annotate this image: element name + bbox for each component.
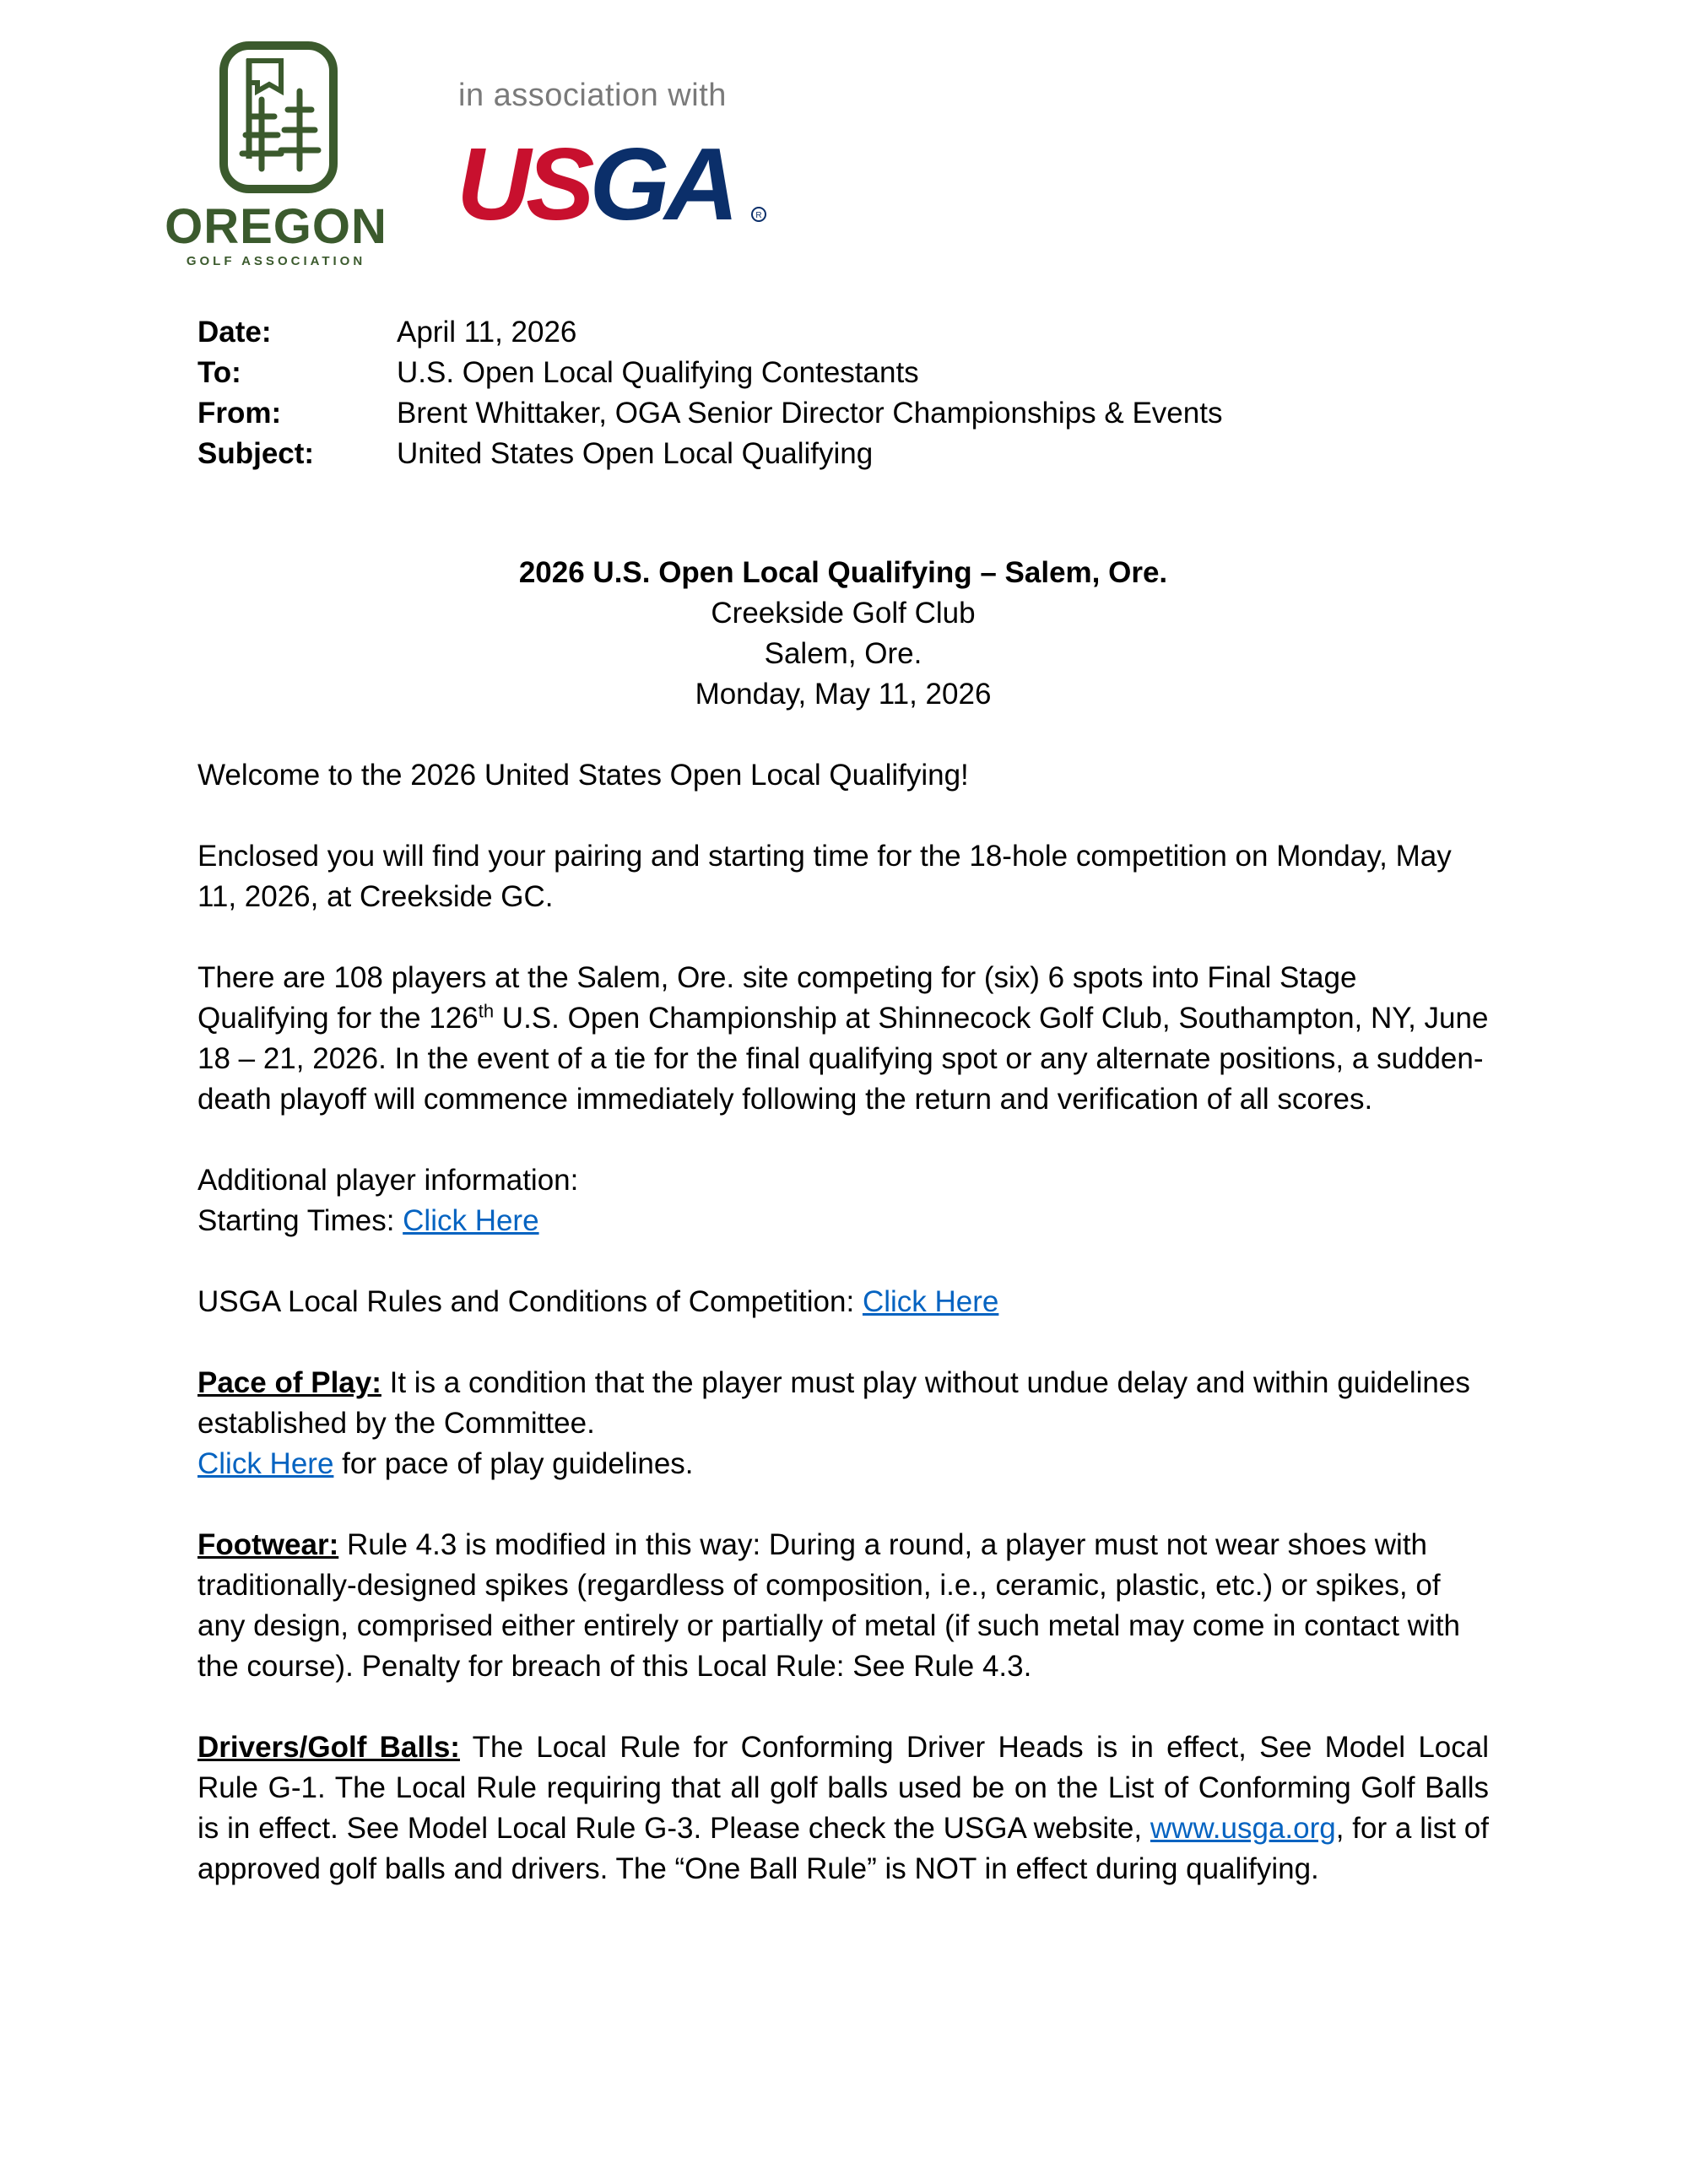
letter-body (197, 755, 1489, 1930)
drivers-text-end: , for a list of approved golf balls and drivers. The “One Ball Rule” is NOT in effect during qualifying. (197, 1812, 1489, 1885)
usga-logo-graphic (457, 135, 769, 236)
local-rules-label: USGA Local Rules and Conditions of Competition: (197, 1285, 863, 1318)
memo-subject-label: Subject: (197, 437, 315, 470)
oga-logo (165, 41, 392, 268)
svg-text:R: R (755, 211, 762, 220)
players-ordinal-suffix: th (478, 1000, 495, 1022)
pace-of-play-text: It is a condition that the player must play without undue delay and within guidelines established by the Committee. (197, 1366, 1470, 1440)
event-info (197, 553, 1489, 715)
oga-logo-subtitle: GOLF ASSOCIATION (186, 254, 366, 268)
memo-subject-value: United States Open Local Qualifying (397, 437, 874, 470)
local-rules-link[interactable]: Click Here (862, 1285, 999, 1318)
pace-of-play-link[interactable]: Click Here (197, 1447, 334, 1480)
footwear-label: Footwear: (197, 1528, 339, 1561)
drivers-paragraph (197, 1727, 1489, 1889)
memo-date-value: April 11, 2026 (397, 316, 577, 349)
additional-info-paragraph (197, 1160, 1489, 1241)
memo-date-row (197, 312, 1222, 353)
memo-date-label: Date: (197, 316, 272, 349)
pace-of-play-link-suffix: for pace of play guidelines. (333, 1447, 694, 1480)
drivers-label: Drivers/Golf Balls: (197, 1731, 460, 1764)
enclosed-paragraph: Enclosed you will find your pairing and starting time for the 18-hole competition on Monday, May 11, 2026, at Creekside GC. (197, 840, 1452, 913)
memo-to-label: To: (197, 356, 241, 389)
footwear-paragraph (197, 1525, 1489, 1687)
event-date: Monday, May 11, 2026 (695, 678, 992, 711)
local-rules-paragraph (197, 1282, 1489, 1322)
event-venue: Creekside Golf Club (711, 597, 976, 630)
usga-website-link[interactable]: www.usga.org (1150, 1812, 1336, 1845)
players-text-start: There are 108 players at the Salem, Ore. site competing for (six) 6 spots into Final Stage Qualifying for the 126 (197, 961, 1357, 1035)
memo-to-value: U.S. Open Local Qualifying Contestants (397, 356, 919, 389)
usga-wordmark: USGA (457, 135, 734, 236)
footwear-text: Rule 4.3 is modified in this way: During a round, a player must not wear shoes with traditionally-designed spikes (regardless of composition, i.e., ceramic, plastic, etc.) or spikes, of any design, comprised either entirely or partially of metal (if such metal may come in contact with the course). Penalty for breach of this Local Rule: See Rule 4.3. (197, 1528, 1460, 1683)
starting-times-link[interactable]: Click Here (403, 1204, 539, 1237)
memo-subject-row (197, 434, 1222, 474)
oga-logo-name: OREGON (165, 199, 387, 254)
memo-from-label: From: (197, 397, 282, 430)
drivers-text: The Local Rule for Conforming Driver Heads is in effect, See Model Local Rule G-1. The Local Rule requiring that all golf balls used be on the List of Conforming Golf Balls is in effect. See Model Local Rule G-3. Please check the USGA website, (197, 1731, 1489, 1845)
welcome-paragraph: Welcome to the 2026 United States Open Local Qualifying! (197, 759, 969, 792)
pace-of-play-label: Pace of Play: (197, 1366, 381, 1399)
pace-of-play-paragraph (197, 1363, 1489, 1484)
memo-from-value: Brent Whittaker, OGA Senior Director Championships & Events (397, 397, 1223, 430)
players-text-end: U.S. Open Championship at Shinnecock Golf Club, Southampton, NY, June 18 – 21, 2026. In the event of a tie for the final qualifying spot or any alternate positions, a sudden-death playoff will commence immediately following the return and verification of all scores. (197, 1002, 1489, 1116)
event-title: 2026 U.S. Open Local Qualifying – Salem, Ore. (518, 556, 1168, 589)
association-text: in association with (458, 78, 727, 113)
memo-header (197, 312, 1222, 474)
additional-info-heading: Additional player information: (197, 1164, 579, 1197)
usga-logo (457, 135, 769, 236)
players-paragraph (197, 958, 1489, 1120)
oga-logo-graphic (165, 41, 392, 268)
event-city: Salem, Ore. (764, 637, 922, 670)
starting-times-label: Starting Times: (197, 1204, 403, 1237)
memo-from-row (197, 393, 1222, 434)
memo-to-row (197, 353, 1222, 393)
